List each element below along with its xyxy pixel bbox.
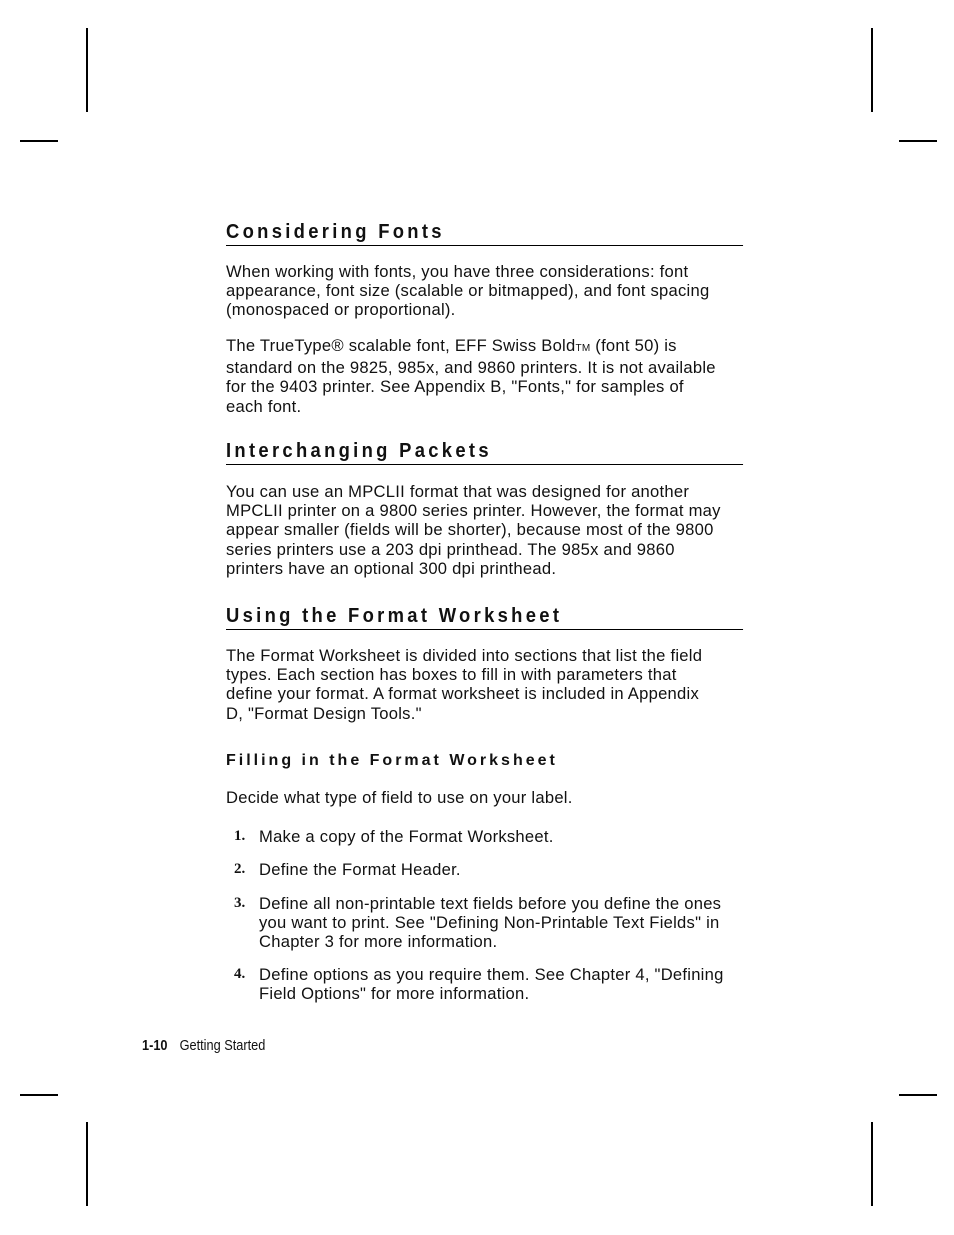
subsection-title-filling-worksheet: Filling in the Format Worksheet [226, 752, 558, 769]
step-number: 3. [234, 895, 246, 911]
section-title-considering-fonts [226, 221, 743, 246]
step-text: Define options as you require them. See Chapter 4, "Defining Field Options" for more information. [259, 965, 724, 1004]
crop-mark-top-right-vertical [871, 28, 873, 112]
step-text: Define all non-printable text fields before you define the ones you want to print. See "Defining Non-Printable Text Fields" in Chapter 3 for more information. [259, 894, 722, 952]
crop-mark-bottom-right-horizontal [899, 1094, 937, 1096]
step-number: 1. [234, 828, 246, 844]
truetype-sentence-rest: (font 50) is standard on the 9825, 985x, and 9860 printers. It is not available for the 9403 printer. See Appendix B, "Fonts," for samples of each font. [226, 336, 716, 416]
page-number: 1-10 [142, 1037, 168, 1054]
paragraph-interchanging-packets: You can use an MPCLII format that was designed for another MPCLII printer on a 9800 series printer. However, the format may appear smaller (fields will be shorter), because most of the 9800 series printers use a 203 dpi printhead. The 985x and 9860 printers have an optional 300 dpi printhead. [226, 482, 721, 578]
crop-mark-top-left-horizontal [20, 140, 58, 142]
section-title-using-format-worksheet [226, 605, 743, 630]
step-number: 4. [234, 966, 246, 982]
crop-mark-bottom-left-vertical [86, 1122, 88, 1206]
section-title-interchanging-packets [226, 440, 743, 465]
crop-mark-bottom-right-vertical [871, 1122, 873, 1206]
crop-mark-top-left-vertical [86, 28, 88, 112]
section-title-text: Using the Format Worksheet [226, 605, 563, 627]
paragraph-decide-field-type: Decide what type of field to use on your label. [226, 788, 573, 807]
section-title-text: Interchanging Packets [226, 440, 492, 462]
page-footer [142, 1037, 265, 1054]
crop-mark-bottom-left-horizontal [20, 1094, 58, 1096]
paragraph-font-considerations: When working with fonts, you have three considerations: font appearance, font size (scalable or bitmapped), and font spacing (monospaced or proportional). [226, 262, 710, 320]
trademark-symbol: TM [575, 343, 591, 354]
crop-mark-top-right-horizontal [899, 140, 937, 142]
paragraph-format-worksheet: The Format Worksheet is divided into sections that list the field types. Each section has boxes to fill in with parameters that define your format. A format worksheet is included in Appendix D, "Format Design Tools." [226, 646, 703, 723]
truetype-sentence-start: The TrueType® scalable font, EFF Swiss Bold [226, 336, 576, 355]
step-number: 2. [234, 861, 246, 877]
section-title-text: Considering Fonts [226, 221, 445, 243]
step-text: Define the Format Header. [259, 860, 461, 879]
chapter-name: Getting Started [179, 1037, 266, 1054]
paragraph-truetype-font [226, 336, 788, 416]
step-text: Make a copy of the Format Worksheet. [259, 827, 554, 846]
